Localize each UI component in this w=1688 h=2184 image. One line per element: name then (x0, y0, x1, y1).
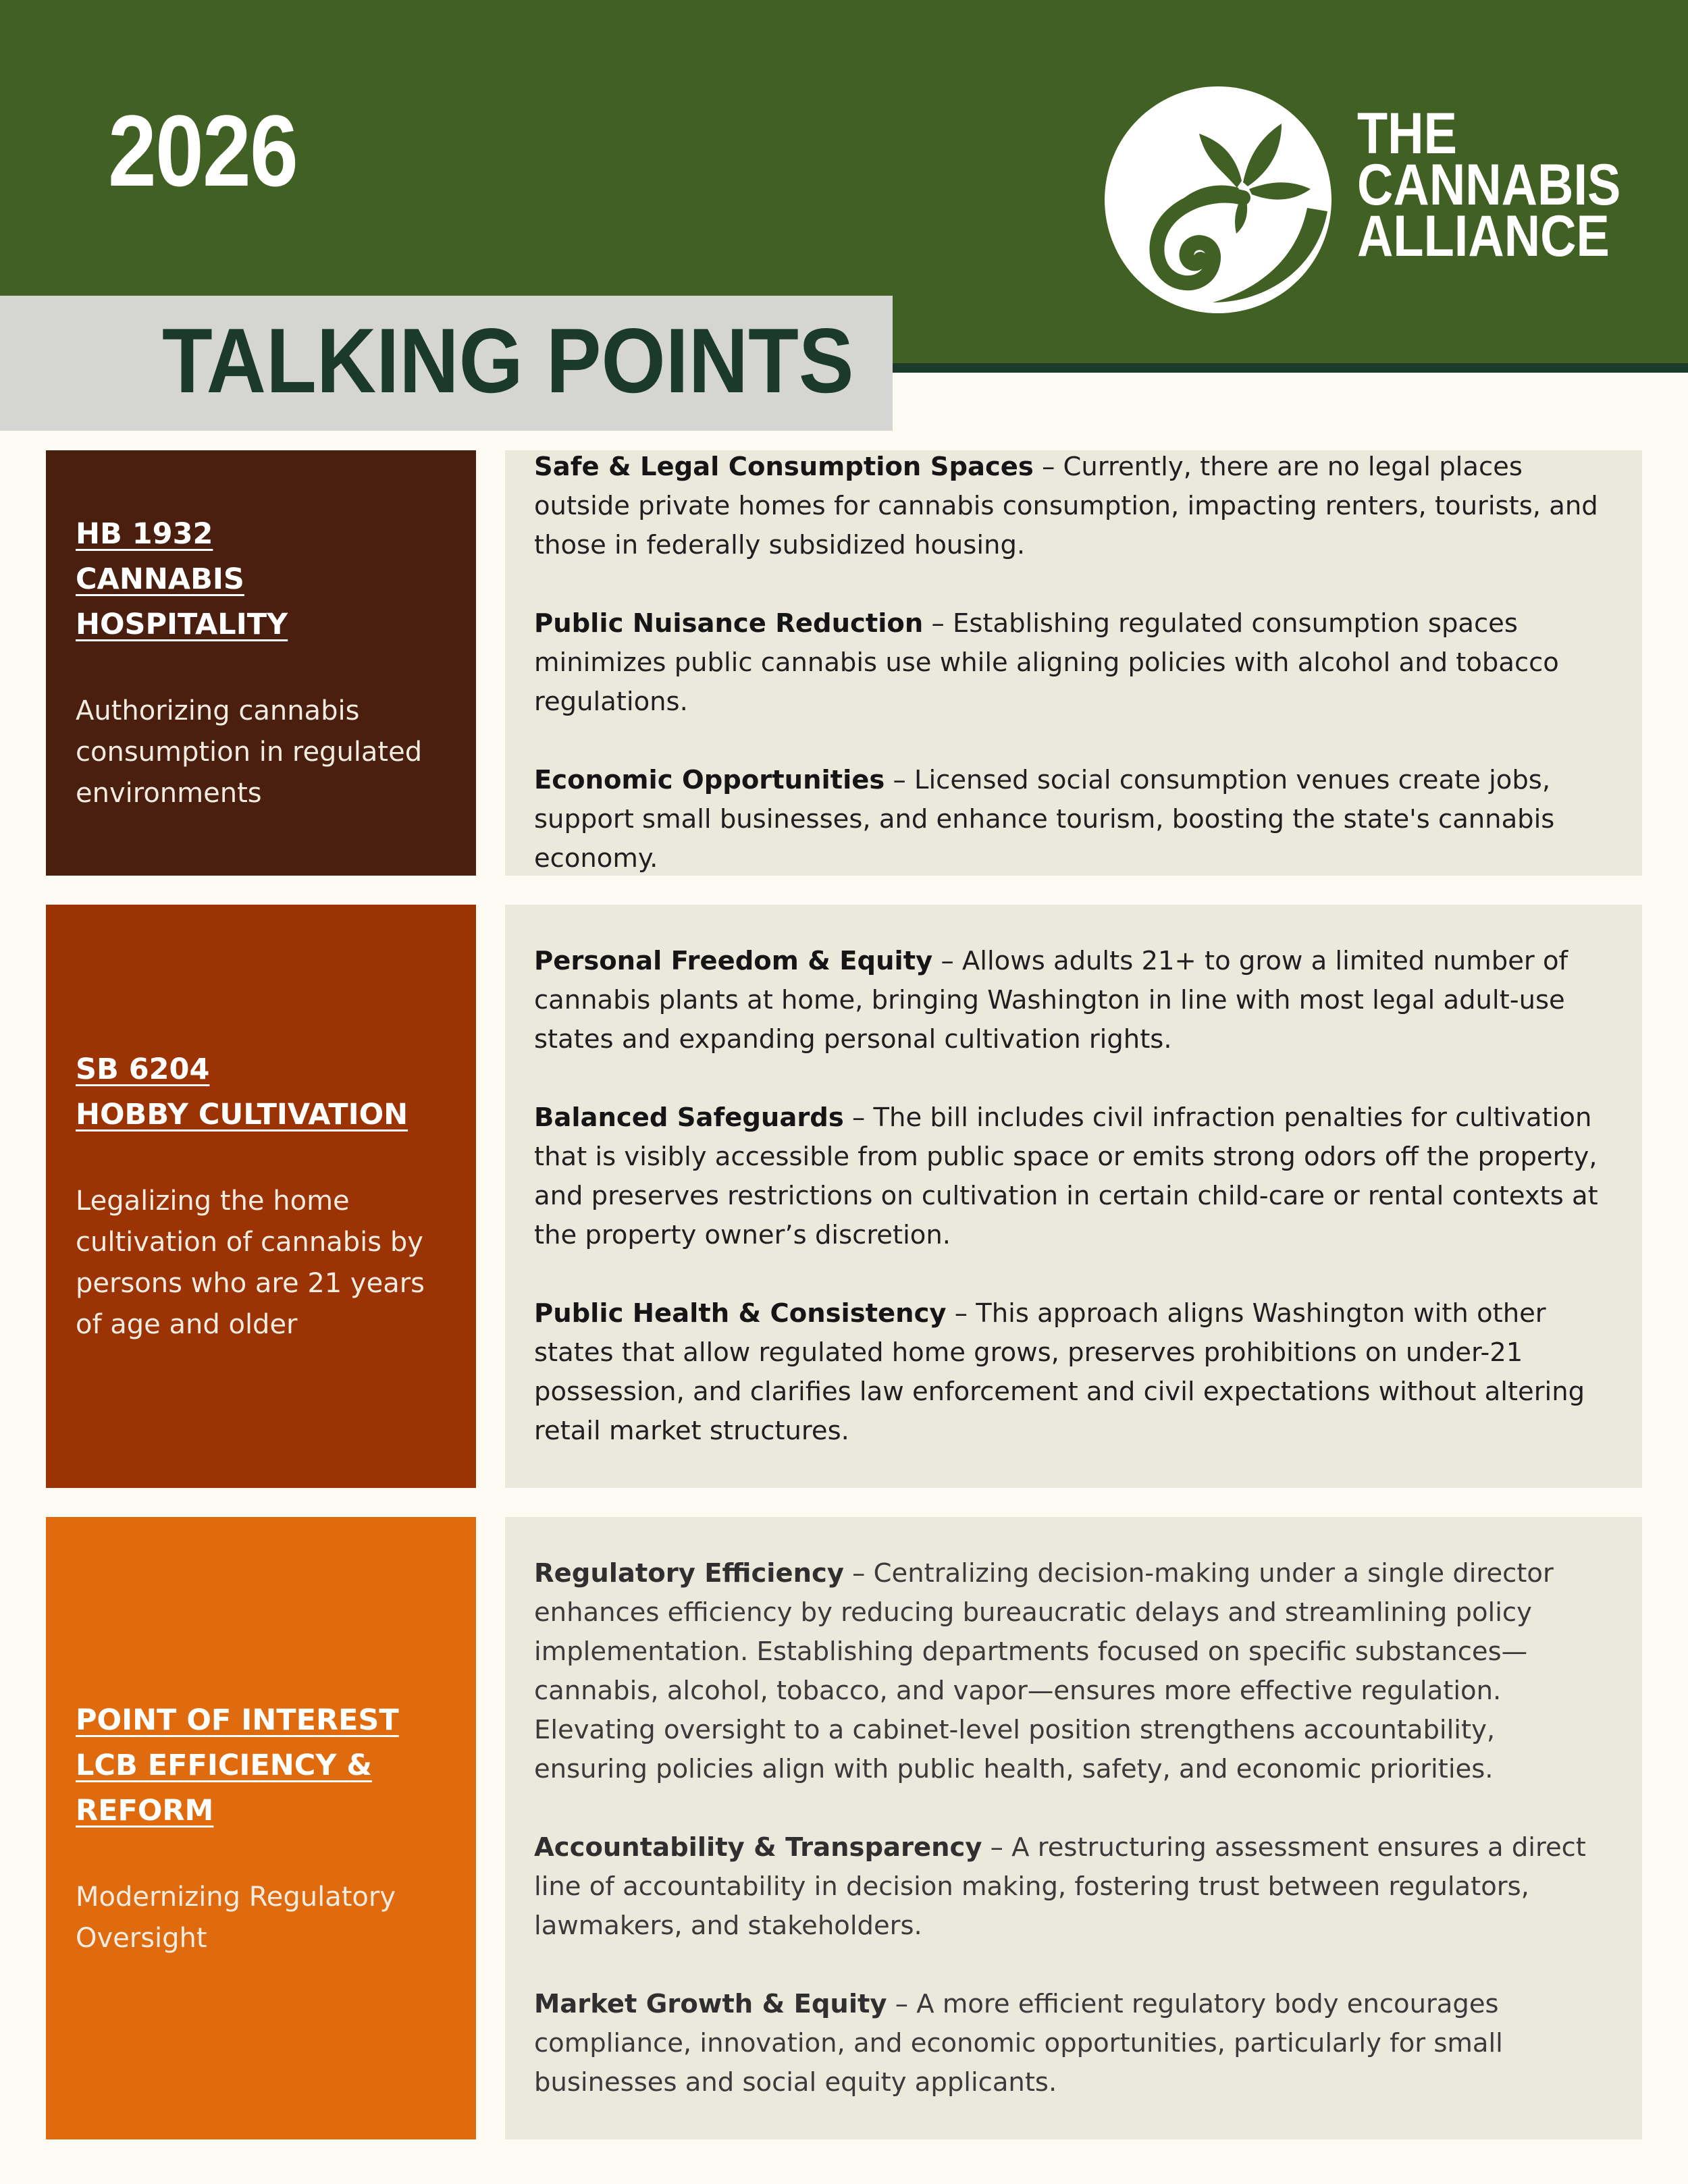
point-heading: Market Growth & Equity (534, 1989, 887, 2019)
bill-summary-hb1932 (46, 450, 476, 876)
bill-title-line: HOBBY CULTIVATION (76, 1098, 408, 1131)
bill-description: Modernizing Regulatory Oversight (76, 1881, 396, 1954)
cannabis-leaf-logo-icon (1105, 86, 1331, 313)
talking-point (534, 942, 1615, 1059)
talking-point (534, 448, 1615, 565)
talking-point (534, 1828, 1615, 1946)
point-heading: Accountability & Transparency (534, 1832, 982, 1863)
point-text: – Currently, there are no legal places outside private homes for cannabis consumption, impacting renters, tourists, and those in federally subsidized housing. (534, 452, 1598, 560)
point-text: – Establishing regulated consumption spaces minimizes public cannabis use while aligning policies with alcohol and tobacco regulations. (534, 608, 1559, 717)
point-heading: Personal Freedom & Equity (534, 946, 933, 976)
point-heading: Economic Opportunities (534, 765, 885, 795)
point-heading: Balanced Safeguards (534, 1102, 844, 1133)
talking-point (534, 604, 1615, 722)
talking-point (534, 1294, 1615, 1451)
talking-points-sb6204 (505, 905, 1642, 1488)
bill-title-line: SB 6204 (76, 1053, 210, 1086)
header-divider (893, 363, 1688, 373)
point-text: – The bill includes civil infraction penalties for cultivation that is visibly accessible from public space or emits strong odors off the property, and preserves restrictions on cultivation in certain child-care or rental contexts at the property owner’s discretion. (534, 1102, 1598, 1250)
page-title: TALKING POINTS (162, 309, 854, 412)
point-text: – Licensed social consumption venues create jobs, support small businesses, and enhance tourism, boosting the state's cannabis economy. (534, 765, 1555, 874)
talking-point (534, 761, 1615, 878)
bill-summary-lcb-reform (46, 1517, 476, 2139)
logo-line-2: CANNABIS (1357, 153, 1621, 217)
bill-title (76, 512, 449, 647)
point-heading: Safe & Legal Consumption Spaces (534, 452, 1034, 482)
talking-point (534, 1985, 1615, 2102)
bill-title-line: POINT OF INTEREST (76, 1703, 399, 1737)
bill-title (76, 1047, 449, 1138)
point-heading: Public Nuisance Reduction (534, 608, 924, 639)
bill-title-line: HOSPITALITY (76, 608, 288, 641)
point-heading: Public Health & Consistency (534, 1298, 947, 1329)
point-text: – Allows adults 21+ to grow a limited number of cannabis plants at home, bringing Washington in line with most legal adult-use states and expanding personal cultivation rights. (534, 946, 1568, 1055)
talking-points-hb1932 (505, 450, 1642, 876)
year-label: 2026 (108, 94, 298, 207)
bill-description: Legalizing the home cultivation of cannabis by persons who are 21 years of age and older (76, 1186, 425, 1340)
bill-description: Authorizing cannabis consumption in regulated environments (76, 695, 423, 809)
point-text: – A more efficient regulatory body encourages compliance, innovation, and economic opportunities, particularly for small businesses and social equity applicants. (534, 1989, 1503, 2098)
point-heading: Regulatory Efficiency (534, 1558, 844, 1589)
point-text: – Centralizing decision-making under a single director enhances efficiency by reducing bureaucratic delays and streamlining policy implementation. Establishing departments focused on specific substances—cannabis, alcohol, tobacco, and vapor—ensures more effective regulation. Elevating oversight to a cabinet-level position strengthens accountability, ensuring policies align with public health, safety, and economic priorities. (534, 1558, 1554, 1784)
bill-title-line: HB 1932 (76, 517, 213, 551)
bill-title (76, 1698, 449, 1834)
point-text: – A restructuring assessment ensures a direct line of accountability in decision making, fostering trust between regulators, lawmakers, and stakeholders. (534, 1832, 1586, 1941)
talking-point (534, 1098, 1615, 1255)
point-text: – This approach aligns Washington with other states that allow regulated home grows, preserves prohibitions on under-21 possession, and clarifies law enforcement and civil expectations without altering retail market structures. (534, 1298, 1585, 1446)
bill-title-line: LCB EFFICIENCY & (76, 1748, 372, 1782)
talking-point (534, 1554, 1615, 1789)
bill-title-line: CANNABIS (76, 562, 244, 596)
bill-title-line: REFORM (76, 1793, 214, 1828)
logo-wordmark (1357, 101, 1621, 269)
bill-summary-sb6204 (46, 905, 476, 1488)
talking-points-lcb-reform (505, 1517, 1642, 2139)
logo-line-1: THE (1357, 101, 1457, 166)
logo-line-3: ALLIANCE (1357, 204, 1610, 269)
